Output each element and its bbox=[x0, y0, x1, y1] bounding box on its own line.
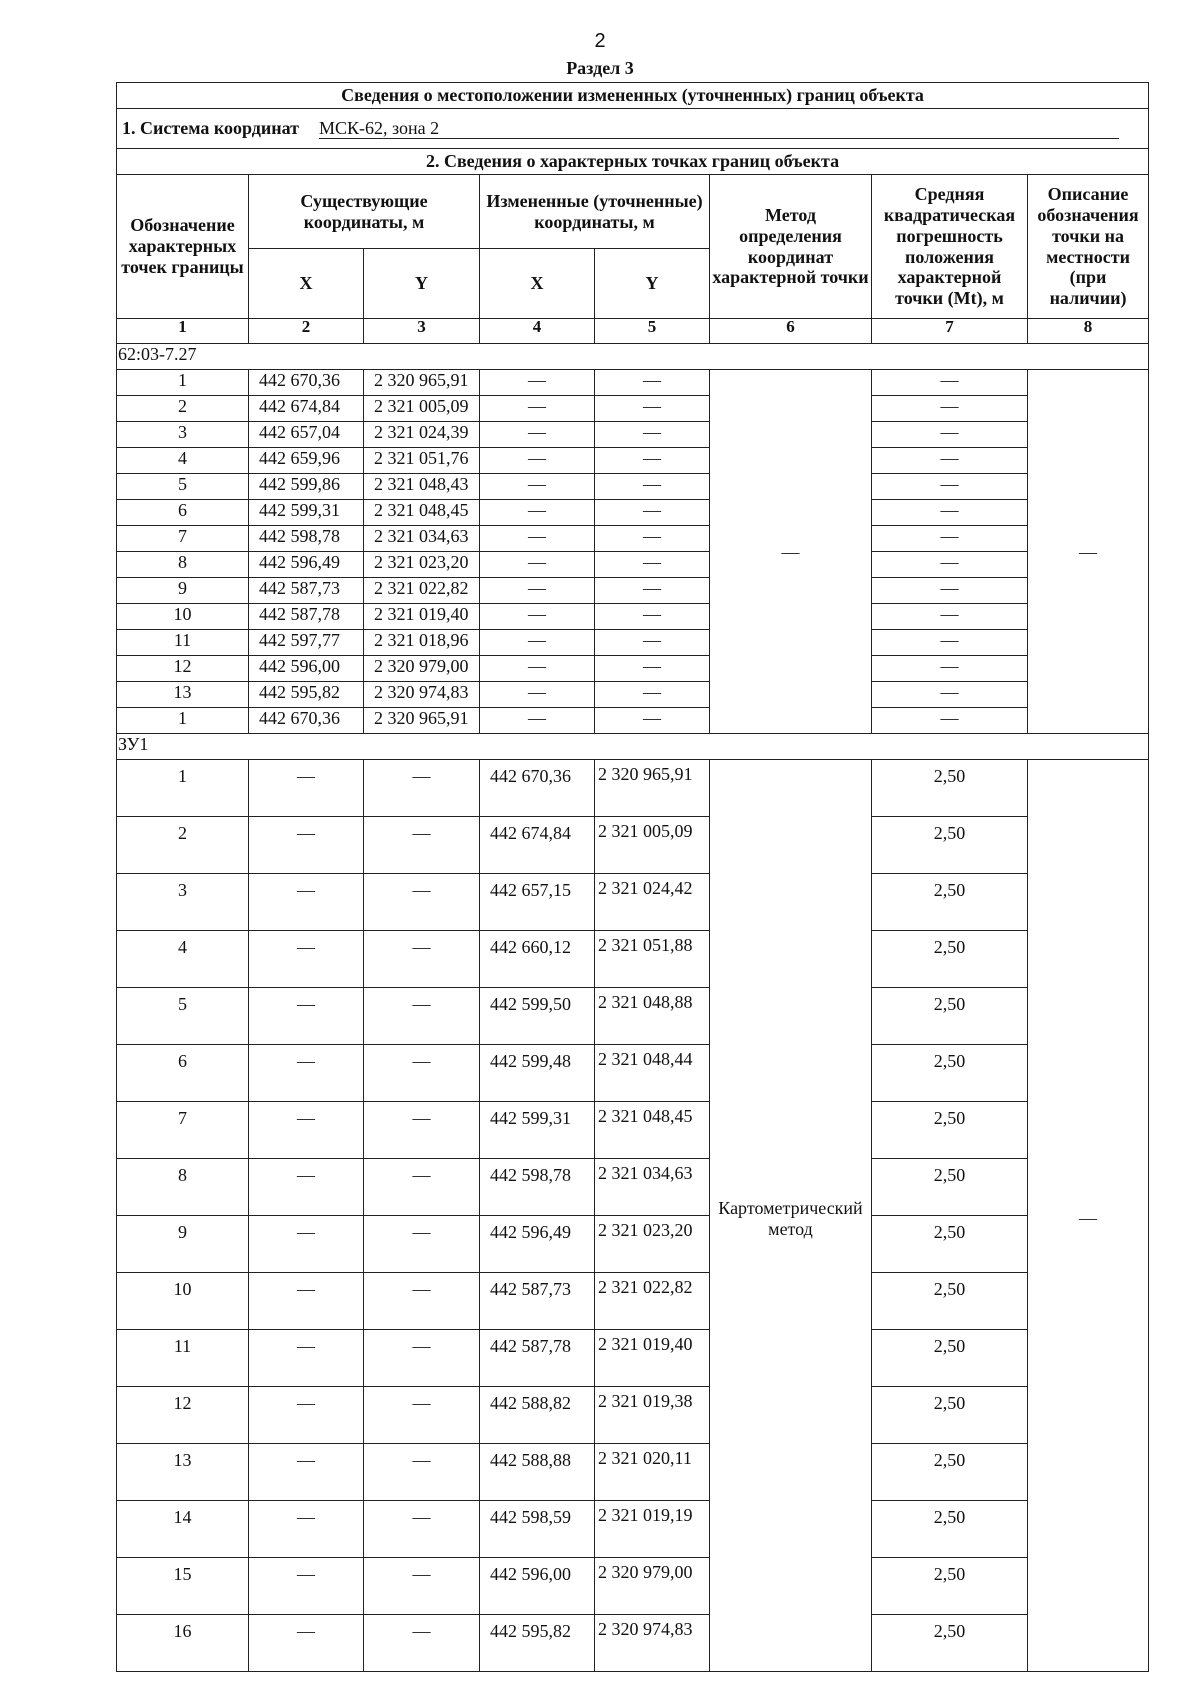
existing-y: 2 321 024,39 bbox=[364, 422, 480, 448]
existing-x: 442 596,00 bbox=[249, 656, 364, 682]
point-number: 8 bbox=[117, 552, 249, 578]
point-number: 6 bbox=[117, 1045, 249, 1102]
changed-y: 2 320 965,91 bbox=[595, 760, 710, 817]
existing-x: 442 598,78 bbox=[249, 526, 364, 552]
column-number: 5 bbox=[595, 319, 710, 344]
table-row bbox=[117, 656, 1149, 682]
changed-x: 442 588,88 bbox=[480, 1444, 595, 1501]
changed-y: — bbox=[595, 604, 710, 630]
error-cell: 2,50 bbox=[872, 1216, 1028, 1273]
changed-y: — bbox=[595, 708, 710, 734]
point-number: 6 bbox=[117, 500, 249, 526]
column-number: 3 bbox=[364, 319, 480, 344]
changed-y: 2 321 048,45 bbox=[595, 1102, 710, 1159]
table-row bbox=[117, 604, 1149, 630]
existing-y: — bbox=[364, 931, 480, 988]
existing-y: — bbox=[364, 1501, 480, 1558]
existing-y: — bbox=[364, 1444, 480, 1501]
method-cell: — bbox=[710, 370, 872, 734]
table-row bbox=[117, 682, 1149, 708]
existing-x: — bbox=[249, 1102, 364, 1159]
table-row bbox=[117, 630, 1149, 656]
existing-x: — bbox=[249, 874, 364, 931]
changed-y: — bbox=[595, 396, 710, 422]
point-number: 16 bbox=[117, 1615, 249, 1672]
error-cell: — bbox=[872, 656, 1028, 682]
existing-y: 2 321 022,82 bbox=[364, 578, 480, 604]
point-number: 12 bbox=[117, 1387, 249, 1444]
existing-x: — bbox=[249, 1330, 364, 1387]
existing-x: 442 670,36 bbox=[249, 708, 364, 734]
changed-y: — bbox=[595, 448, 710, 474]
changed-y: — bbox=[595, 552, 710, 578]
header-existing-x: X bbox=[249, 249, 364, 319]
existing-y: — bbox=[364, 1045, 480, 1102]
table-row bbox=[117, 874, 1149, 931]
table-row bbox=[117, 1615, 1149, 1672]
existing-y: 2 321 048,43 bbox=[364, 474, 480, 500]
point-number: 10 bbox=[117, 604, 249, 630]
description-cell: — bbox=[1028, 760, 1149, 1672]
existing-x: — bbox=[249, 1273, 364, 1330]
table-row bbox=[117, 1444, 1149, 1501]
point-number: 11 bbox=[117, 1330, 249, 1387]
existing-y: 2 321 051,76 bbox=[364, 448, 480, 474]
error-cell: 2,50 bbox=[872, 1387, 1028, 1444]
point-number: 8 bbox=[117, 1159, 249, 1216]
existing-y: 2 321 023,20 bbox=[364, 552, 480, 578]
error-cell: 2,50 bbox=[872, 931, 1028, 988]
table-row bbox=[117, 708, 1149, 734]
existing-y: 2 321 034,63 bbox=[364, 526, 480, 552]
point-number: 4 bbox=[117, 931, 249, 988]
existing-x: — bbox=[249, 1558, 364, 1615]
changed-x: 442 598,78 bbox=[480, 1159, 595, 1216]
table-row bbox=[117, 526, 1149, 552]
table-row bbox=[117, 760, 1149, 817]
table-row bbox=[117, 448, 1149, 474]
column-number: 6 bbox=[710, 319, 872, 344]
point-number: 13 bbox=[117, 1444, 249, 1501]
changed-y: — bbox=[595, 500, 710, 526]
column-numbers-row bbox=[117, 319, 1149, 344]
point-number: 5 bbox=[117, 988, 249, 1045]
coord-system-value: МСК-62, зона 2 bbox=[319, 118, 1119, 140]
changed-y: — bbox=[595, 474, 710, 500]
existing-x: 442 599,86 bbox=[249, 474, 364, 500]
existing-y: — bbox=[364, 1102, 480, 1159]
point-number: 2 bbox=[117, 396, 249, 422]
error-cell: — bbox=[872, 474, 1028, 500]
changed-x: 442 596,00 bbox=[480, 1558, 595, 1615]
existing-y: — bbox=[364, 874, 480, 931]
table-row bbox=[117, 1387, 1149, 1444]
error-cell: 2,50 bbox=[872, 1330, 1028, 1387]
error-cell: 2,50 bbox=[872, 1558, 1028, 1615]
changed-y: 2 321 019,40 bbox=[595, 1330, 710, 1387]
error-cell: — bbox=[872, 370, 1028, 396]
changed-y: 2 321 019,19 bbox=[595, 1501, 710, 1558]
point-number: 5 bbox=[117, 474, 249, 500]
error-cell: — bbox=[872, 396, 1028, 422]
column-number: 8 bbox=[1028, 319, 1149, 344]
changed-x: — bbox=[480, 370, 595, 396]
table-row bbox=[117, 370, 1149, 396]
header-designation: Обозначение характерных точек границы bbox=[117, 175, 249, 319]
changed-x: 442 657,15 bbox=[480, 874, 595, 931]
existing-x: 442 659,96 bbox=[249, 448, 364, 474]
changed-x: — bbox=[480, 448, 595, 474]
error-cell: — bbox=[872, 552, 1028, 578]
group-label-existing: 62:03-7.27 bbox=[117, 344, 1149, 370]
table-row bbox=[117, 931, 1149, 988]
existing-x: — bbox=[249, 931, 364, 988]
point-number: 1 bbox=[117, 708, 249, 734]
error-cell: 2,50 bbox=[872, 874, 1028, 931]
error-cell: 2,50 bbox=[872, 1444, 1028, 1501]
changed-y: — bbox=[595, 578, 710, 604]
existing-y: 2 321 019,40 bbox=[364, 604, 480, 630]
existing-y: 2 321 048,45 bbox=[364, 500, 480, 526]
changed-y: — bbox=[595, 630, 710, 656]
coord-system-label: 1. Система координат bbox=[122, 117, 299, 138]
existing-x: 442 597,77 bbox=[249, 630, 364, 656]
error-cell: 2,50 bbox=[872, 1045, 1028, 1102]
error-cell: 2,50 bbox=[872, 1102, 1028, 1159]
existing-y: — bbox=[364, 1387, 480, 1444]
table-row bbox=[117, 1558, 1149, 1615]
existing-y: — bbox=[364, 817, 480, 874]
table-row bbox=[117, 817, 1149, 874]
point-number: 14 bbox=[117, 1501, 249, 1558]
table-row bbox=[117, 1045, 1149, 1102]
table-row bbox=[117, 1501, 1149, 1558]
point-number: 15 bbox=[117, 1558, 249, 1615]
column-number: 4 bbox=[480, 319, 595, 344]
table-row bbox=[117, 1273, 1149, 1330]
error-cell: — bbox=[872, 708, 1028, 734]
existing-x: — bbox=[249, 817, 364, 874]
points-title: 2. Сведения о характерных точках границ объекта bbox=[117, 149, 1149, 175]
changed-y: 2 321 024,42 bbox=[595, 874, 710, 931]
table-title: Сведения о местоположении измененных (уточненных) границ объекта bbox=[117, 83, 1149, 109]
existing-x: — bbox=[249, 1045, 364, 1102]
table-row bbox=[117, 1159, 1149, 1216]
error-cell: 2,50 bbox=[872, 817, 1028, 874]
coord-system-row bbox=[117, 109, 1149, 149]
changed-y: 2 321 051,88 bbox=[595, 931, 710, 988]
changed-y: 2 321 023,20 bbox=[595, 1216, 710, 1273]
existing-y: — bbox=[364, 1273, 480, 1330]
changed-x: — bbox=[480, 604, 595, 630]
changed-y: — bbox=[595, 682, 710, 708]
existing-x: — bbox=[249, 1444, 364, 1501]
point-number: 7 bbox=[117, 1102, 249, 1159]
column-number: 7 bbox=[872, 319, 1028, 344]
point-number: 10 bbox=[117, 1273, 249, 1330]
point-number: 2 bbox=[117, 817, 249, 874]
existing-y: — bbox=[364, 988, 480, 1045]
existing-x: — bbox=[249, 760, 364, 817]
point-number: 4 bbox=[117, 448, 249, 474]
error-cell: — bbox=[872, 682, 1028, 708]
existing-x: 442 587,78 bbox=[249, 604, 364, 630]
changed-x: — bbox=[480, 682, 595, 708]
existing-x: 442 599,31 bbox=[249, 500, 364, 526]
changed-x: — bbox=[480, 630, 595, 656]
point-number: 12 bbox=[117, 656, 249, 682]
error-cell: — bbox=[872, 448, 1028, 474]
existing-y: — bbox=[364, 1159, 480, 1216]
changed-x: — bbox=[480, 474, 595, 500]
table-row bbox=[117, 552, 1149, 578]
changed-x: 442 595,82 bbox=[480, 1615, 595, 1672]
existing-x: 442 674,84 bbox=[249, 396, 364, 422]
existing-y: 2 320 979,00 bbox=[364, 656, 480, 682]
changed-x: 442 599,48 bbox=[480, 1045, 595, 1102]
changed-y: 2 321 019,38 bbox=[595, 1387, 710, 1444]
table-row bbox=[117, 988, 1149, 1045]
error-cell: — bbox=[872, 422, 1028, 448]
changed-y: — bbox=[595, 422, 710, 448]
changed-x: 442 599,31 bbox=[480, 1102, 595, 1159]
table-row bbox=[117, 1330, 1149, 1387]
description-cell: — bbox=[1028, 370, 1149, 734]
method-cell: Картометрический метод bbox=[710, 760, 872, 1672]
existing-y: 2 320 965,91 bbox=[364, 370, 480, 396]
changed-x: 442 598,59 bbox=[480, 1501, 595, 1558]
error-cell: — bbox=[872, 578, 1028, 604]
boundary-table bbox=[116, 82, 1149, 1672]
column-number: 1 bbox=[117, 319, 249, 344]
existing-x: — bbox=[249, 1387, 364, 1444]
changed-x: — bbox=[480, 708, 595, 734]
existing-x: — bbox=[249, 1159, 364, 1216]
section-title: Раздел 3 bbox=[566, 58, 634, 78]
changed-x: 442 674,84 bbox=[480, 817, 595, 874]
changed-x: 442 660,12 bbox=[480, 931, 595, 988]
table-row bbox=[117, 500, 1149, 526]
changed-x: — bbox=[480, 422, 595, 448]
existing-y: 2 321 005,09 bbox=[364, 396, 480, 422]
error-cell: — bbox=[872, 630, 1028, 656]
existing-y: 2 320 965,91 bbox=[364, 708, 480, 734]
changed-x: — bbox=[480, 552, 595, 578]
existing-x: — bbox=[249, 1501, 364, 1558]
changed-x: 442 587,73 bbox=[480, 1273, 595, 1330]
changed-y: 2 321 034,63 bbox=[595, 1159, 710, 1216]
page-number: 2 bbox=[594, 30, 606, 52]
changed-x: — bbox=[480, 526, 595, 552]
existing-y: — bbox=[364, 760, 480, 817]
existing-x: — bbox=[249, 1216, 364, 1273]
existing-x: — bbox=[249, 1615, 364, 1672]
error-cell: 2,50 bbox=[872, 1501, 1028, 1558]
changed-y: 2 320 974,83 bbox=[595, 1615, 710, 1672]
existing-x: 442 670,36 bbox=[249, 370, 364, 396]
changed-x: 442 588,82 bbox=[480, 1387, 595, 1444]
existing-x: 442 596,49 bbox=[249, 552, 364, 578]
header-method: Метод определения координат характерной точки bbox=[710, 175, 872, 319]
changed-y: 2 320 979,00 bbox=[595, 1558, 710, 1615]
existing-y: 2 321 018,96 bbox=[364, 630, 480, 656]
header-error: Средняя квадратическая погрешность положения характерной точки (Mt), м bbox=[872, 175, 1028, 319]
group-label-changed: ЗУ1 bbox=[117, 734, 1149, 760]
changed-x: 442 587,78 bbox=[480, 1330, 595, 1387]
changed-y: — bbox=[595, 526, 710, 552]
error-cell: 2,50 bbox=[872, 760, 1028, 817]
point-number: 13 bbox=[117, 682, 249, 708]
existing-x: — bbox=[249, 988, 364, 1045]
changed-y: 2 321 048,88 bbox=[595, 988, 710, 1045]
point-number: 1 bbox=[117, 760, 249, 817]
point-number: 3 bbox=[117, 874, 249, 931]
existing-x: 442 587,73 bbox=[249, 578, 364, 604]
error-cell: 2,50 bbox=[872, 1159, 1028, 1216]
error-cell: — bbox=[872, 604, 1028, 630]
table-row bbox=[117, 1216, 1149, 1273]
header-existing: Существующие координаты, м bbox=[249, 175, 480, 249]
point-number: 9 bbox=[117, 578, 249, 604]
table-row bbox=[117, 396, 1149, 422]
point-number: 9 bbox=[117, 1216, 249, 1273]
changed-x: — bbox=[480, 396, 595, 422]
existing-x: 442 657,04 bbox=[249, 422, 364, 448]
existing-y: — bbox=[364, 1615, 480, 1672]
point-number: 3 bbox=[117, 422, 249, 448]
changed-y: 2 321 005,09 bbox=[595, 817, 710, 874]
changed-x: 442 670,36 bbox=[480, 760, 595, 817]
changed-y: 2 321 020,11 bbox=[595, 1444, 710, 1501]
existing-y: — bbox=[364, 1216, 480, 1273]
existing-x: 442 595,82 bbox=[249, 682, 364, 708]
changed-x: — bbox=[480, 578, 595, 604]
point-number: 1 bbox=[117, 370, 249, 396]
error-cell: — bbox=[872, 500, 1028, 526]
existing-y: — bbox=[364, 1558, 480, 1615]
existing-y: 2 320 974,83 bbox=[364, 682, 480, 708]
column-number: 2 bbox=[249, 319, 364, 344]
error-cell: 2,50 bbox=[872, 988, 1028, 1045]
error-cell: 2,50 bbox=[872, 1273, 1028, 1330]
changed-x: 442 599,50 bbox=[480, 988, 595, 1045]
error-cell: 2,50 bbox=[872, 1615, 1028, 1672]
changed-x: — bbox=[480, 656, 595, 682]
table-row bbox=[117, 1102, 1149, 1159]
table-row bbox=[117, 578, 1149, 604]
changed-x: — bbox=[480, 500, 595, 526]
header-changed-y: Y bbox=[595, 249, 710, 319]
header-changed-x: X bbox=[480, 249, 595, 319]
changed-y: 2 321 048,44 bbox=[595, 1045, 710, 1102]
error-cell: — bbox=[872, 526, 1028, 552]
header-changed: Измененные (уточненные) координаты, м bbox=[480, 175, 710, 249]
header-existing-y: Y bbox=[364, 249, 480, 319]
table-row bbox=[117, 422, 1149, 448]
header-description: Описание обозначения точки на местности (при наличии) bbox=[1028, 175, 1149, 319]
changed-x: 442 596,49 bbox=[480, 1216, 595, 1273]
table-row bbox=[117, 474, 1149, 500]
changed-y: — bbox=[595, 370, 710, 396]
changed-y: 2 321 022,82 bbox=[595, 1273, 710, 1330]
existing-y: — bbox=[364, 1330, 480, 1387]
changed-y: — bbox=[595, 656, 710, 682]
point-number: 7 bbox=[117, 526, 249, 552]
point-number: 11 bbox=[117, 630, 249, 656]
